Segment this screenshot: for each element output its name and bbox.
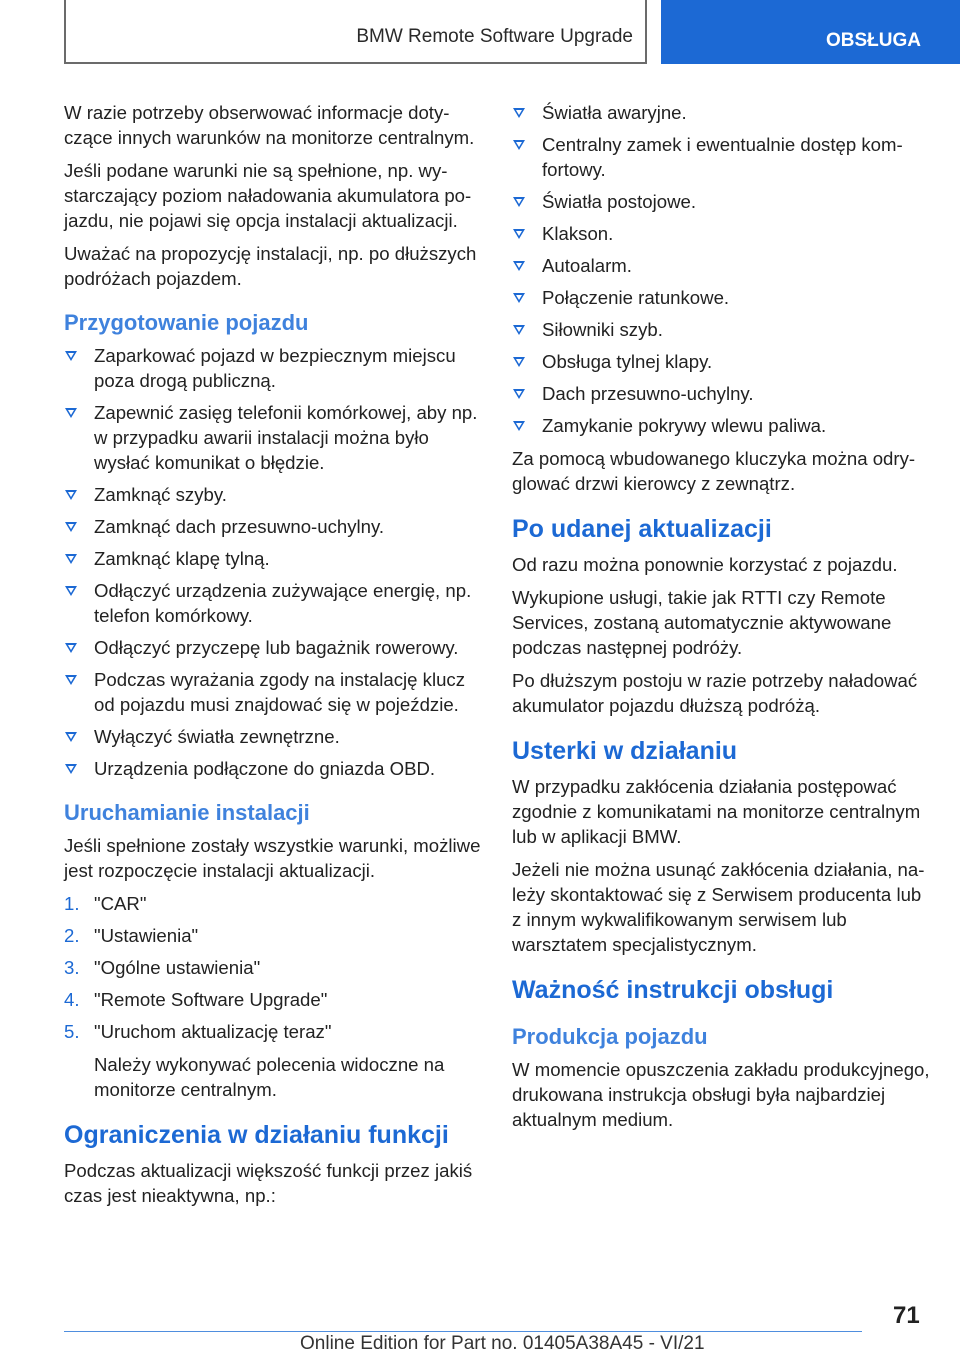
- triangle-bullet-icon: [513, 229, 525, 239]
- list-item: Zamknąć klapę tylną.: [64, 546, 482, 571]
- after-heading: Po udanej aktualizacji: [512, 515, 772, 543]
- faults-heading: Usterki w działaniu: [512, 737, 738, 765]
- triangle-bullet-icon: [65, 408, 77, 418]
- list-item: Zamykanie pokrywy wlewu paliwa.: [512, 413, 930, 438]
- list-item: Zaparkować pojazd w bezpiecznym miejscu poza drogą publiczną.: [64, 343, 482, 393]
- list-item: Urządzenia podłączone do gniazda OBD.: [64, 756, 482, 781]
- triangle-bullet-icon: [65, 643, 77, 653]
- footer-edition: Online Edition for Part no. 01405A38A45 - VI/21: [300, 1333, 705, 1354]
- triangle-bullet-icon: [65, 351, 77, 361]
- production-paragraph: W momencie opuszczenia zakładu produkcyjnego, drukowana instrukcja obsługi była najbardziej aktualnym medium.: [512, 1059, 930, 1130]
- list-item: Odłączyć urządzenia zużywające energię, np. telefon komórkowy.: [64, 578, 482, 628]
- validity-heading: Ważność instrukcji obsługi: [512, 976, 834, 1004]
- list-item: Wyłączyć światła zewnętrzne.: [64, 724, 482, 749]
- triangle-bullet-icon: [513, 261, 525, 271]
- triangle-bullet-icon: [513, 325, 525, 335]
- step-number: 3.: [64, 957, 80, 978]
- page-number: 71: [893, 1302, 920, 1329]
- step-item: 3. "Ogólne ustawienia": [64, 957, 261, 978]
- install-heading: Uruchamianie instalacji: [64, 800, 310, 825]
- triangle-bullet-icon: [65, 554, 77, 564]
- after-paragraph-2: Wykupione usługi, takie jak RTTI czy Remote Services, zostaną automatycznie aktywowane podczas następnej podróży.: [512, 587, 892, 658]
- left-column: [64, 100, 482, 1216]
- list-item: Światła awaryjne.: [512, 100, 930, 125]
- limits-intro: Podczas aktualizacji większość funkcji przez jakiś czas jest nieaktywna, np.:: [64, 1160, 473, 1206]
- triangle-bullet-icon: [513, 140, 525, 150]
- triangle-bullet-icon: [65, 490, 77, 500]
- list-item: Połączenie ratunkowe.: [512, 285, 930, 310]
- step-item: 2. "Ustawienia": [64, 925, 199, 946]
- triangle-bullet-icon: [65, 586, 77, 596]
- triangle-bullet-icon: [513, 293, 525, 303]
- prep-list: [64, 343, 482, 781]
- list-item: Zamknąć szyby.: [64, 482, 482, 507]
- list-item: Zamknąć dach przesuwno-uchylny.: [64, 514, 482, 539]
- install-note: Należy wykonywać polecenia widoczne na monitorze centralnym.: [94, 1054, 445, 1100]
- triangle-bullet-icon: [65, 522, 77, 532]
- intro-paragraph-1: W razie potrzeby obserwować informacje dotyczące innych warunków na monitorze centralnym.: [64, 102, 475, 148]
- after-paragraph-3: Po dłuższym postoju w razie potrzeby naładować akumulator pojazdu dłuższą podróżą.: [512, 670, 918, 716]
- triangle-bullet-icon: [513, 357, 525, 367]
- step-number: 1.: [64, 893, 80, 914]
- list-item: Klakson.: [512, 221, 930, 246]
- triangle-bullet-icon: [65, 675, 77, 685]
- triangle-bullet-icon: [513, 421, 525, 431]
- step-item: 4. "Remote Software Upgrade": [64, 989, 328, 1010]
- triangle-bullet-icon: [65, 732, 77, 742]
- triangle-bullet-icon: [513, 108, 525, 118]
- triangle-bullet-icon: [513, 389, 525, 399]
- triangle-bullet-icon: [65, 764, 77, 774]
- faults-paragraph-2: Jeżeli nie można usunąć zakłócenia działania, należy skontaktować się z Serwisem producenta lub z innym wykwalifikowanym serwisem lub warsztatem specjalistycznym.: [512, 859, 925, 955]
- after-paragraph-1: Od razu można ponownie korzystać z pojazdu.: [512, 554, 898, 575]
- step-number: 5.: [64, 1021, 80, 1042]
- limits-list: [512, 100, 930, 438]
- list-item: Centralny zamek i ewentualnie dostęp komfortowy.: [512, 132, 930, 182]
- list-item: Dach przesuwno-uchylny.: [512, 381, 930, 406]
- prep-heading: Przygotowanie pojazdu: [64, 310, 309, 335]
- list-item: Odłączyć przyczepę lub bagażnik rowerowy.: [64, 635, 482, 660]
- limits-heading: Ograniczenia w działaniu funkcji: [64, 1121, 449, 1149]
- list-item: Zapewnić zasięg telefonii komórkowej, aby np. w przypadku awarii instalacji można było wysłać komunikat o błędzie.: [64, 400, 482, 475]
- intro-paragraph-3: Uważać na propozycję instalacji, np. po dłuższych podróżach pojazdem.: [64, 243, 477, 289]
- page-header: [0, 0, 960, 66]
- step-number: 4.: [64, 989, 80, 1010]
- install-steps: [64, 891, 482, 1044]
- header-section-tab: OBSŁUGA: [661, 0, 960, 64]
- header-title-box: [64, 0, 647, 64]
- list-item: Podczas wyrażania zgody na instalację klucz od pojazdu musi znajdować się w pojeździe.: [64, 667, 482, 717]
- intro-paragraph-2: Jeśli podane warunki nie są spełnione, np. wystarczający poziom naładowania akumulatora pojazdu, nie pojawi się opcja instalacji aktualizacji.: [64, 160, 472, 231]
- faults-paragraph-1: W przypadku zakłócenia działania postępować zgodnie z komunikatami na monitorze centralnym lub w aplikacji BMW.: [512, 776, 921, 847]
- step-number: 2.: [64, 925, 80, 946]
- list-item: Obsługa tylnej klapy.: [512, 349, 930, 374]
- footer-divider: [64, 1331, 862, 1332]
- key-note: Za pomocą wbudowanego kluczyka można odryglować drzwi kierowcy z zewnątrz.: [512, 448, 916, 494]
- header-title: BMW Remote Software Upgrade: [356, 26, 633, 47]
- list-item: Światła postojowe.: [512, 189, 930, 214]
- step-item: 5. "Uruchom aktualizację teraz": [64, 1021, 332, 1042]
- list-item: Autoalarm.: [512, 253, 930, 278]
- install-intro: Jeśli spełnione zostały wszystkie warunki, możliwe jest rozpoczęcie instalacji aktualizacji.: [64, 835, 481, 881]
- triangle-bullet-icon: [513, 197, 525, 207]
- list-item: Siłowniki szyb.: [512, 317, 930, 342]
- production-heading: Produkcja pojazdu: [512, 1024, 708, 1049]
- right-column: [512, 100, 930, 1140]
- step-item: 1. "CAR": [64, 893, 147, 914]
